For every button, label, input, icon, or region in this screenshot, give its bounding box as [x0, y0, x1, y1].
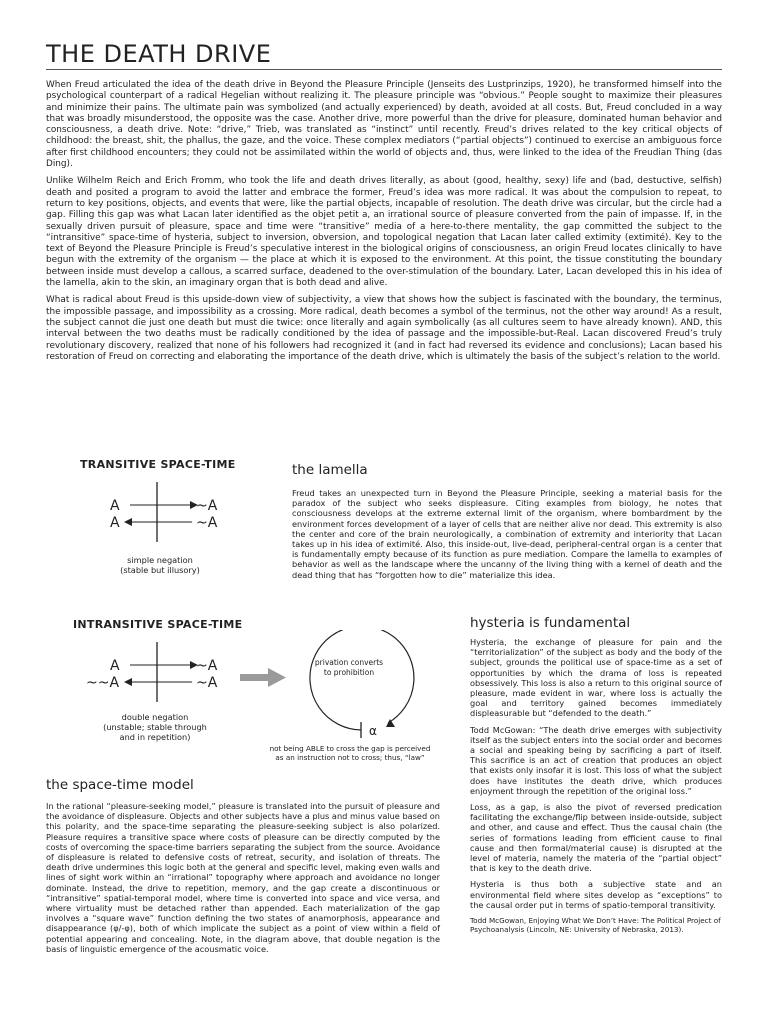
transitive-caption-line1: simple negation: [127, 555, 193, 565]
spacetime-paragraph: In the rational “pleasure-seeking model,” pleasure is translated into the pursuit of pleasure and the avoidance of displeasure. Objects and other subjects have a plus and minus value based on this polarity, and the space-time separating the pleasure-seeking subject is also polarized. Pleasure requires a transitive space where costs of pleasure can be directly computed by the costs of overcoming the space-time barriers separating the subject from the source. Avoidance of displeasure is related to defensive costs of retreat, security, and isolation of threats. The death drive undermines this logic both at the general and specific level, making even walls and lines of sight work within an “irrational” topography where approach and avoidance no longer dominate. Instead, the drive to repetition, memory, and the gap create a discontinuous or “intransitive” spatial-temporal model, where time is converted into space and vice versa, and where virtuality must be detached rather than appended. Each materialization of the gap involves a “square wave” function defining the two states of anamorphosis, appearance and disappearance (φ/-φ), both of which implicate the subject as a point of view within a field of potential appearing and concealing. Note, in the diagram above, that double negation is the basis of linguistic emergence of the acousmatic voice.: [46, 801, 440, 954]
spacetime-title: the space-time model: [46, 777, 194, 793]
hysteria-title: hysteria is fundamental: [470, 615, 631, 631]
hysteria-paragraph-3: Loss, as a gap, is also the pivot of reversed predication facilitating the exchange/flip between inside-outside, subject and other, and cause and effect. Thus the causal chain (the series of formations leading from efficient cause to final cause and then formal/material cause) is disrupted at the level of materia, namely the materia of the “partial object” that is key to the death drive.: [470, 802, 722, 874]
intransitive-caption-line3: and in repetition): [119, 732, 191, 742]
intransitive-caption-line2: (unstable; stable through: [103, 722, 207, 732]
lamella-title: the lamella: [292, 462, 368, 478]
label-a-bottom: A: [110, 515, 120, 531]
lamella-text: [292, 488, 722, 586]
circle-caption-line1: not being ABLE to cross the gap is perceived: [269, 744, 431, 753]
label-not-a-top: ~A: [196, 498, 218, 514]
hysteria-paragraph-2: Todd McGowan: “The death drive emerges with subjectivity itself as the subject enters into the social order and becomes a social and speaking being by sacrificing a part of itself. This sacrifice is an act of creation that produces an object that exists only insofar it is lost. This loss of what the subject does have institutes the death drive, which produces enjoyment through the repetition of the original loss.”: [470, 724, 722, 796]
circle-label-line2: to prohibition: [323, 668, 375, 677]
conversion-arrow-shaft: [240, 674, 270, 681]
intro-paragraph-3: What is radical about Freud is this upside-down view of subjectivity, a view that shows how the subject is fascinated with the boundary, the terminus, the impossible passage, and impossibility as a crossing. More radical, death becomes a symbol of the terminus, not the other way around! As a result, the subject cannot die just one death but must die twice: once literally and again symbolically (as all cultures seem to have already known). AND, this interval between the two deaths must be radically conditioned by the idea of passage and the impossible-but-Real. Lacan discovered Freud’s truly revolutionary discovery, realized that none of his followers had recognized it (and in fact had reversed its evidence and conclusions); Lacan based his restoration of Freud on correcting and elaborating the importance of the death drive, which is ultimately the basis of the subject’s relation to the world.: [46, 295, 722, 362]
arrow-left-head: [124, 518, 132, 526]
transitive-caption-line2: (stable but illusory): [120, 565, 200, 575]
spacetime-text: [46, 801, 440, 960]
conversion-arrow-head: [268, 668, 286, 687]
lamella-paragraph: Freud takes an unexpected turn in Beyond the Pleasure Principle, seeking a material basis for the paradox of the subject who seeks displeasure. Citing examples from biology, he notes that consciousness develops at the extreme external limit of the organism, where bombardment by the environment forces development of a layer of cells that are neither alive nor dead. This extremity is also the center and core of the brain neurologically, a combination of extremity and interiority that Lacan takes up in his idea of extimité. Also, this inside-out, live-dead, peripheral-central organ is a center that is fundamentally empty because of its function as pure mediation. Compare the lamella to examples of behavior as well as the landscape where the uncanny of the living thing with a kernel of death and the dead thing that has “forgotten how to die” materialize this idea.: [292, 488, 722, 580]
intransitive-diagram-title: INTRANSITIVE SPACE-TIME: [73, 618, 243, 631]
citation: Todd McGowan, Enjoying What We Don’t Have: The Political Project of Psychoanalysis (Lincoln, NE: University of Nebraska, 2013).: [470, 916, 721, 935]
page-title: THE DEATH DRIVE: [46, 40, 272, 68]
label-a-top: A: [110, 658, 120, 674]
label-not-a-bottom: ~A: [196, 675, 218, 691]
label-a-top: A: [110, 498, 120, 514]
title-rule: [46, 69, 722, 70]
intransitive-caption-line1: double negation: [121, 712, 189, 722]
repetition-circle: [310, 630, 414, 730]
hysteria-text: [470, 637, 722, 940]
circle-caption: [250, 744, 450, 762]
intransitive-caption: [95, 712, 215, 742]
label-not-a-bottom: ~A: [196, 515, 218, 531]
intro-paragraph-2: Unlike Wilhelm Reich and Erich Fromm, who took the life and death drives literally, as about (good, healthy, sexy) life and (bad, destuctive, selfish) death and posited a program to avoid the latter and embrace the former, Freud’s idea was more radical. It was about the compulsion to repeat, to return to key positions, objects, and events that were, like the partial objects, incapable of resolution. The death drive was circular, but the circle had a gap. Filling this gap was what Lacan later identified as the objet petit a, an irrational source of pleasure converted from the pain of impasse. If, in the sexually driven pursuit of pleasure, space and time were “transitive” media of a here-to-there mentality, the gap committed the subject to the “intransitive” space-time of hysteria, subject to inversion, obversion, and topological negation that Lacan later called extimity (extimité). Key to the text of Beyond the Pleasure Principle is Freud’s speculative interest in the biological origins of consciousness, an origin Freud locates clinically to have begun with the extremity of the organism — the place at which it is exposed to the environment. At this point, the tissue constituting the boundary between inside must develop a callous, a scarred surface, deadened to the over-stimulation of the boundary. Later, Lacan developed this in his idea of the lamella, akin to the skin, an imaginary organ that is both dead and alive.: [46, 176, 722, 289]
circle-caption-line2: as an instruction not to cross; thus, “law”: [275, 753, 425, 762]
arrow-left-head: [124, 678, 132, 686]
hysteria-paragraph-1: Hysteria, the exchange of pleasure for pain and the “territorialization” of the subject as body and the body of the subject, grounds the political use of space-time as a set of opportunities by which the drama of loss is repeated obsessively. This loss is also a return to this original source of pleasure, made evident in war, where loss is actually the goal and territory gained becomes immediately displeasurable but “defended to the death.”: [470, 637, 722, 719]
circle-label-line1: privation converts: [314, 658, 384, 667]
privation-diagram: [238, 630, 448, 745]
label-not-a-top: ~A: [196, 658, 218, 674]
transitive-diagram: [100, 480, 240, 550]
transitive-diagram-title: TRANSITIVE SPACE-TIME: [80, 458, 236, 471]
intransitive-diagram: [85, 640, 235, 710]
hysteria-paragraph-4: Hysteria is thus both a subjective state and an environmental field where sites develop as “exceptions” to the causal order put in terms of spatio-temporal transitivity.: [470, 879, 722, 910]
transitive-caption: [100, 555, 220, 575]
intro-text: [46, 80, 722, 369]
objet-a-label: α: [369, 724, 377, 738]
circle-arrow-head: [386, 719, 395, 727]
intro-paragraph-1: When Freud articulated the idea of the death drive in Beyond the Pleasure Principle (Jenseits des Lustprinzips, 1920), he transformed himself into the psychological counterpart of a radical Hegelian without realizing it. The pleasure principle was “obvious.” People sought to maximize their pleasures and minimize their pains. The ultimate pain was symbolized (and actually experienced) by death, avoided at all costs. But, Freud concluded in a way that was broadly misunderstood, the opposite was the case. Another drive, more powerful than the drive for pleasure, dominated human behavior and consciousness, a death drive. Note: “drive,” Trieb, was translated as “instinct” until recently. Freud’s drives related to the key critical objects of childhood: the breast, shit, the phallus, the gaze, and the voice. These complex mediators (“partial objects”) continued to exercise an ambiguous force after first childhood encounters; they could not be assimilated within the world of objects and, thus, were linked to the idea of the Freudian Thing (das Ding).: [46, 80, 722, 170]
label-double-not-a: ~~A: [86, 675, 120, 691]
